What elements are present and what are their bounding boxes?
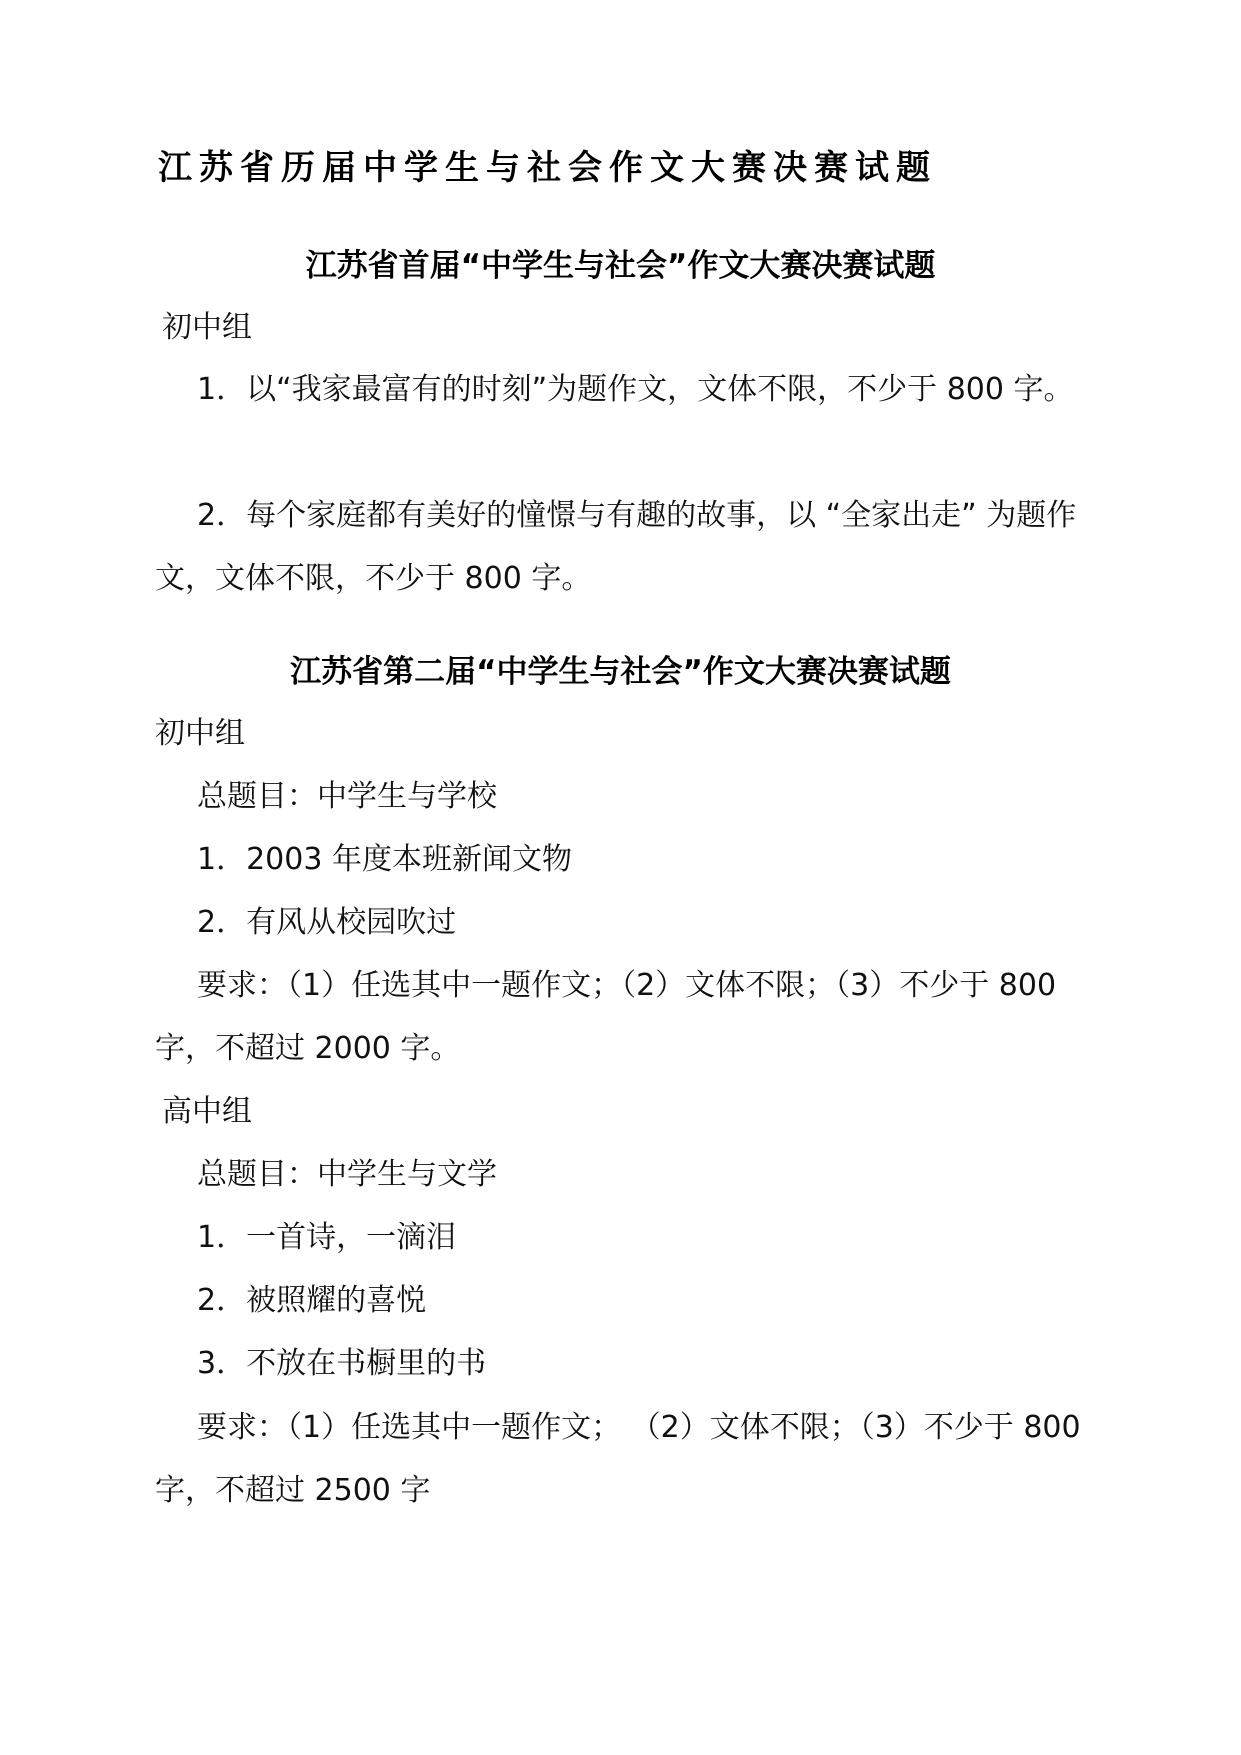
section2-senior-topic: 总题目：中学生与文学 (197, 1157, 497, 1192)
section1-group-label: 初中组 (162, 310, 252, 345)
section2-title: 江苏省第二届“中学生与社会”作文大赛决赛试题 (290, 654, 951, 690)
section2-senior-requirement: 要求：（1）任选其中一题作文； （2）文体不限；（3）不少于 800 字，不超过 2500 字 (155, 1410, 1081, 1508)
section1-item-2: 2．每个家庭都有美好的憧憬与有趣的故事，以 “全家出走” 为题作文，文体不限，不少于 800 字。 (155, 498, 1077, 596)
section1-title: 江苏省首届“中学生与社会”作文大赛决赛试题 (305, 248, 936, 284)
section2-junior-requirement: 要求：（1）任选其中一题作文；（2）文体不限；（3）不少于 800 字，不超过 2000 字。 (155, 968, 1057, 1066)
section2-senior-item-1: 1．一首诗，一滴泪 (197, 1220, 457, 1255)
section1-item-1: 1．以“我家最富有的时刻”为题作文，文体不限，不少于 800 字。 (197, 372, 1074, 407)
document-title: 江苏省历届中学生与社会作文大赛决赛试题 (158, 148, 937, 188)
section2-junior-topic: 总题目：中学生与学校 (197, 779, 497, 814)
section2-senior-item-2: 2．被照耀的喜悦 (197, 1283, 427, 1318)
section2-senior-item-3: 3．不放在书橱里的书 (197, 1346, 487, 1381)
section2-junior-group-label: 初中组 (155, 716, 245, 751)
section2-junior-item-2: 2．有风从校园吹过 (197, 905, 457, 940)
section2-senior-group-label: 高中组 (162, 1094, 252, 1129)
section2-junior-item-1: 1．2003 年度本班新闻文物 (197, 842, 572, 877)
